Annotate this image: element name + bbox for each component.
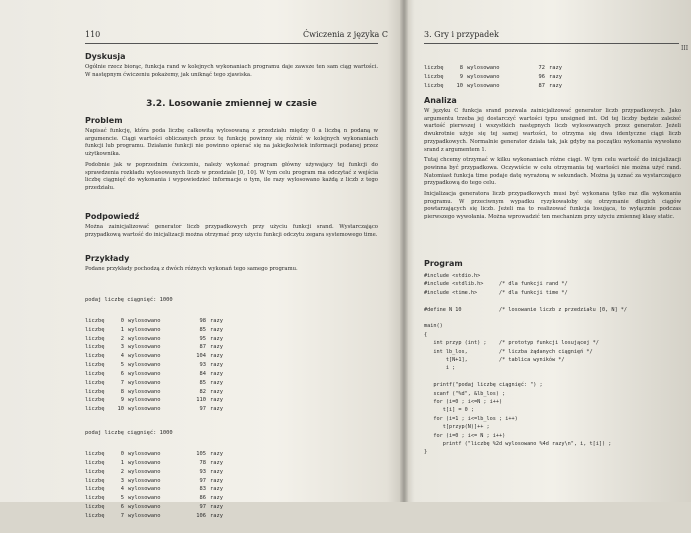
output-cell-verb: wylosowano xyxy=(128,388,161,395)
output-cell-count: 85 xyxy=(199,379,206,386)
output-cell-word: liczbę xyxy=(424,73,444,80)
output-cell-word: liczbę xyxy=(85,370,105,377)
output-cell-verb: wylosowano xyxy=(128,495,161,502)
output-cell-verb: wylosowano xyxy=(128,317,161,324)
output-row xyxy=(85,459,325,468)
code-line: #include <time.h> /* dla funkcji time */ xyxy=(424,289,568,296)
output-cell-verb: wylosowano xyxy=(128,344,161,351)
output-cell-verb: wylosowano xyxy=(467,82,500,89)
output-cell-unit: razy xyxy=(210,450,223,457)
run1-table xyxy=(85,317,325,414)
code-line: i ; xyxy=(424,365,456,372)
output-cell-count: 97 xyxy=(199,477,206,484)
output-cell-number: 6 xyxy=(120,504,124,511)
output-cell-verb: wylosowano xyxy=(128,486,161,493)
problem-paragraph-1: Napisać funkcję, która poda liczbę całkowitą wylosowaną z przedziału między 0 a liczbą n podaną w argumencie. Ciągi wartości obliczanych przez tę funkcję powinny się różnić w kolejnych wykonaniach funkcji lub programu. Działanie funkcji nie powinno opierać się na jakiejkolwiek informacji podanej przez użytkownika. xyxy=(85,128,378,158)
output-cell-verb: wylosowano xyxy=(128,353,161,360)
output-cell-number: 3 xyxy=(120,477,124,484)
output-cell-verb: wylosowano xyxy=(128,335,161,342)
code-line: for (i=0 ; i<=N ; i++) xyxy=(424,399,503,406)
output-cell-verb: wylosowano xyxy=(128,512,161,519)
output-cell-count: 104 xyxy=(196,353,206,360)
code-line xyxy=(424,297,681,305)
output-cell-verb: wylosowano xyxy=(128,379,161,386)
output-cell-count: 84 xyxy=(199,370,206,377)
output-cell-count: 82 xyxy=(199,388,206,395)
output-cell-number: 7 xyxy=(120,379,124,386)
code-line xyxy=(424,373,681,381)
output-cell-count: 85 xyxy=(199,326,206,333)
header-rule xyxy=(85,43,378,44)
output-cell-word: liczbę xyxy=(85,362,105,369)
run1-header: podaj liczbę ciągnięć: 1000 xyxy=(85,297,173,303)
code-line xyxy=(424,314,681,322)
program-code xyxy=(424,272,681,457)
output-continued xyxy=(424,52,664,103)
output-cell-word: liczbę xyxy=(85,317,105,324)
output-row xyxy=(85,477,325,486)
output-cell-unit: razy xyxy=(210,459,223,466)
output-cell-unit: razy xyxy=(549,73,562,80)
book-gutter xyxy=(400,0,408,502)
output-cell-unit: razy xyxy=(210,379,223,386)
output-cell-verb: wylosowano xyxy=(128,477,161,484)
output-cell-count: 95 xyxy=(199,335,206,342)
output-row xyxy=(85,396,325,405)
output-row xyxy=(85,388,325,397)
podpowiedz-text: Można zainicjalizować generator liczb przypadkowych przy użyciu funkcji srand. Wystarczająco przypadkową wartość do inicjalizacji można otrzymać przy użyciu funkcji odczytu zegara systemowego time. xyxy=(85,224,378,238)
przyklady-intro: Podane przykłady pochodzą z dwóch różnych wykonań tego samego programu. xyxy=(85,266,298,272)
analiza-paragraph-3: Inicjalizacja generatora liczb przypadkowych musi być wykonana tylko raz dla wykonania programu. W przeciwnym wypadku ryzykowałoby się otrzymanie długich ciągów powtarzających się liczb. Jeżeli ma to realizować funkcja losująca, to wyłącznie podczas pierwszego wywołania. Można wprowadzić ten mechanizm przy użyciu zmiennej klasy static. xyxy=(424,191,681,221)
output-cell-number: 4 xyxy=(120,353,124,360)
code-line: printf ("liczbę %2d wylosowano %4d razy\n", i, t[i]) ; xyxy=(424,441,612,448)
code-line: for (i=1 ; i<=lb_los ; i++) xyxy=(424,415,518,422)
output-cell-number: 5 xyxy=(120,362,124,369)
output-cell-word: liczbę xyxy=(424,82,444,89)
output-cell-word: liczbę xyxy=(85,353,105,360)
output-row xyxy=(85,335,325,344)
output-cell-number: 1 xyxy=(120,459,124,466)
output-cell-unit: razy xyxy=(210,397,223,404)
run2-header: podaj liczbę ciągnięć: 1000 xyxy=(85,430,173,437)
output-cell-word: liczbę xyxy=(424,65,444,71)
output-row xyxy=(85,343,325,352)
dyskusja-section xyxy=(85,52,378,79)
continued-table xyxy=(424,64,664,91)
problem-paragraph-2: Podobnie jak w poprzednim ćwiczeniu, należy wykonać program główny używający tej funkcji do sprawdzenia rozkładu wylosowanych liczb w przedziale [0, 10]. W tym celu program ma odczytać z wejścia liczbę ciągnięć do wykonania i wypowiedzieć informacje o tym, ile razy wylosowano każdą z liczb z tego przedziału. xyxy=(85,161,378,191)
output-cell-number: 7 xyxy=(120,512,124,519)
code-line: t[N+1], /* tablica wyników */ xyxy=(424,357,565,364)
analiza-paragraph-1: W języku C funkcja srand pozwala zainicjalizować generator liczb przypadkowych. Jako argumentu trzeba jej dostarczyć wartości typu unsigned int. Od tej liczby będzie zależeć wartość pierwszej i wszystkich następnych liczb wylosowanych przez generator. Jeżeli dwukrotnie użyje się tej samej wartości, to otrzyma się dwa identyczne ciągi liczb przypadkowych. Normalnie generator działa tak, jak gdyby na początku wykonania wywołano srand z argumentem 1. xyxy=(424,108,681,153)
output-cell-unit: razy xyxy=(210,512,223,519)
example-output xyxy=(85,284,325,533)
output-cell-count: 83 xyxy=(199,486,206,493)
output-cell-count: 87 xyxy=(538,82,545,89)
output-cell-word: liczbę xyxy=(85,379,105,386)
output-cell-word: liczbę xyxy=(85,450,105,457)
output-cell-number: 5 xyxy=(120,495,124,502)
output-cell-word: liczbę xyxy=(85,335,105,342)
output-cell-word: liczbę xyxy=(85,397,105,404)
output-cell-number: 2 xyxy=(120,335,124,342)
output-cell-number: 8 xyxy=(459,65,463,71)
output-cell-verb: wylosowano xyxy=(128,370,161,377)
code-line: } xyxy=(424,449,428,456)
output-cell-unit: razy xyxy=(210,317,223,324)
output-cell-unit: razy xyxy=(210,353,223,360)
output-cell-unit: razy xyxy=(210,486,223,493)
output-cell-count: 93 xyxy=(199,468,206,475)
code-line: t[przyp(N)]++ ; xyxy=(424,424,490,431)
output-row xyxy=(85,361,325,370)
output-row xyxy=(85,468,325,477)
output-cell-verb: wylosowano xyxy=(128,504,161,511)
output-cell-word: liczbę xyxy=(85,495,105,502)
output-cell-verb: wylosowano xyxy=(128,468,161,475)
output-cell-unit: razy xyxy=(549,82,562,89)
problem-heading: Problem xyxy=(85,116,123,125)
output-cell-count: 97 xyxy=(199,406,206,413)
output-cell-unit: razy xyxy=(210,335,223,342)
output-cell-unit: razy xyxy=(210,477,223,484)
right-page xyxy=(408,0,691,502)
output-cell-number: 9 xyxy=(120,397,124,404)
output-cell-number: 0 xyxy=(120,317,124,324)
analiza-heading: Analiza xyxy=(424,96,457,105)
output-cell-word: liczbę xyxy=(85,344,105,351)
code-line: { xyxy=(424,331,428,338)
code-line: #include <stdlib.h> /* dla funkcji rand */ xyxy=(424,281,568,288)
output-cell-count: 97 xyxy=(199,504,206,511)
code-line: main() xyxy=(424,323,443,330)
output-cell-unit: razy xyxy=(210,362,223,369)
output-cell-count: 106 xyxy=(196,512,206,519)
output-row xyxy=(85,317,325,326)
running-head-right: 3. Gry i przypadek xyxy=(424,30,499,39)
output-cell-unit: razy xyxy=(210,406,223,413)
analiza-paragraph-2: Tutaj chcemy otrzymać w kilku wykonaniach różne ciągi. W tym celu wartość do inicjalizacji powinna być przypadkowa. Oczywiście w celu otrzymania tej wartości nie można użyć rand. Natomiast funkcja time podaje datę wyrażoną w sekundach. Można ją uznać za wystarczająco przypadkową do tego celu. xyxy=(424,157,681,187)
podpowiedz-heading: Podpowiedź xyxy=(85,212,140,221)
output-cell-unit: razy xyxy=(549,65,562,71)
output-cell-count: 86 xyxy=(199,495,206,502)
output-cell-unit: razy xyxy=(210,344,223,351)
code-line: for (i=0 ; i<= N ; i++) xyxy=(424,432,506,439)
running-head: Ćwiczenia z języka C xyxy=(303,30,388,39)
output-cell-unit: razy xyxy=(210,504,223,511)
output-cell-count: 93 xyxy=(199,362,206,369)
output-cell-number: 9 xyxy=(459,73,463,80)
output-cell-number: 6 xyxy=(120,370,124,377)
output-cell-verb: wylosowano xyxy=(128,406,161,413)
output-row xyxy=(85,485,325,494)
header-rule-right xyxy=(424,43,679,44)
output-cell-count: 96 xyxy=(538,73,545,80)
output-cell-unit: razy xyxy=(210,468,223,475)
output-cell-number: 10 xyxy=(117,406,124,413)
output-row xyxy=(85,352,325,361)
output-cell-word: liczbę xyxy=(85,388,105,395)
output-row xyxy=(85,405,325,414)
output-row xyxy=(424,82,664,91)
section-title-block xyxy=(85,99,378,109)
dyskusja-text: Ogólnie rzecz biorąc, funkcja rand w kolejnych wykonaniach programu daje zawsze ten sam ciąg wartości. W następnym ćwiczeniu pokażemy, jak uniknąć tego zjawiska. xyxy=(85,64,378,78)
output-cell-verb: wylosowano xyxy=(128,459,161,466)
output-cell-number: 10 xyxy=(456,82,463,89)
output-cell-verb: wylosowano xyxy=(467,73,500,80)
code-line: int lb_los, /* liczba żądanych ciągnięń */ xyxy=(424,348,593,355)
output-cell-count: 78 xyxy=(199,459,206,466)
output-cell-unit: razy xyxy=(210,388,223,395)
output-cell-count: 98 xyxy=(199,317,206,324)
output-cell-number: 0 xyxy=(120,450,124,457)
output-row xyxy=(85,512,325,521)
output-cell-word: liczbę xyxy=(85,406,105,413)
page-number: 110 xyxy=(85,30,101,39)
output-row xyxy=(85,370,325,379)
output-row xyxy=(85,503,325,512)
output-row xyxy=(85,326,325,335)
dyskusja-heading: Dyskusja xyxy=(85,52,126,61)
code-line: int przyp (int) ; /* prototyp funkcji losującej */ xyxy=(424,340,599,347)
output-row xyxy=(85,450,325,459)
output-cell-word: liczbę xyxy=(85,504,105,511)
code-line: printf("podaj liczbę ciągnięć: ") ; xyxy=(424,382,543,389)
output-cell-count: 110 xyxy=(196,397,206,404)
program-section xyxy=(424,259,681,457)
output-cell-unit: razy xyxy=(210,326,223,333)
program-heading: Program xyxy=(424,259,463,268)
przyklady-section xyxy=(85,254,378,274)
code-line: #include <stdio.h> xyxy=(424,273,481,279)
output-row xyxy=(85,379,325,388)
analiza-section xyxy=(424,96,681,222)
output-cell-verb: wylosowano xyxy=(467,65,500,71)
code-line: #define N 10 /* losowanie liczb z przedziału [0, N] */ xyxy=(424,306,628,313)
output-cell-count: 105 xyxy=(196,450,206,457)
output-cell-word: liczbę xyxy=(85,477,105,484)
run2-table xyxy=(85,450,325,521)
output-cell-word: liczbę xyxy=(85,486,105,493)
output-cell-verb: wylosowano xyxy=(128,326,161,333)
output-cell-word: liczbę xyxy=(85,512,105,519)
output-cell-count: 87 xyxy=(199,344,206,351)
output-cell-verb: wylosowano xyxy=(128,397,161,404)
przyklady-heading: Przykłady xyxy=(85,254,130,263)
section-title: 3.2. Losowanie zmiennej w czasie xyxy=(146,99,317,109)
output-row xyxy=(85,494,325,503)
output-cell-verb: wylosowano xyxy=(128,450,161,457)
problem-section xyxy=(85,116,378,193)
output-row xyxy=(424,64,664,73)
output-cell-word: liczbę xyxy=(85,468,105,475)
output-cell-unit: razy xyxy=(210,370,223,377)
output-row xyxy=(424,73,664,82)
output-cell-count: 72 xyxy=(538,65,545,71)
code-line: t[i] = 0 ; xyxy=(424,407,474,414)
output-cell-number: 8 xyxy=(120,388,124,395)
output-cell-word: liczbę xyxy=(85,326,105,333)
chapter-edge-tab: III xyxy=(681,45,689,52)
output-cell-number: 2 xyxy=(120,468,124,475)
output-cell-number: 3 xyxy=(120,344,124,351)
code-line: scanf ("%d", &lb_los) ; xyxy=(424,390,506,397)
output-cell-number: 1 xyxy=(120,326,124,333)
output-cell-number: 4 xyxy=(120,486,124,493)
podpowiedz-section xyxy=(85,212,378,239)
output-cell-word: liczbę xyxy=(85,459,105,466)
output-cell-unit: razy xyxy=(210,495,223,502)
output-cell-verb: wylosowano xyxy=(128,362,161,369)
